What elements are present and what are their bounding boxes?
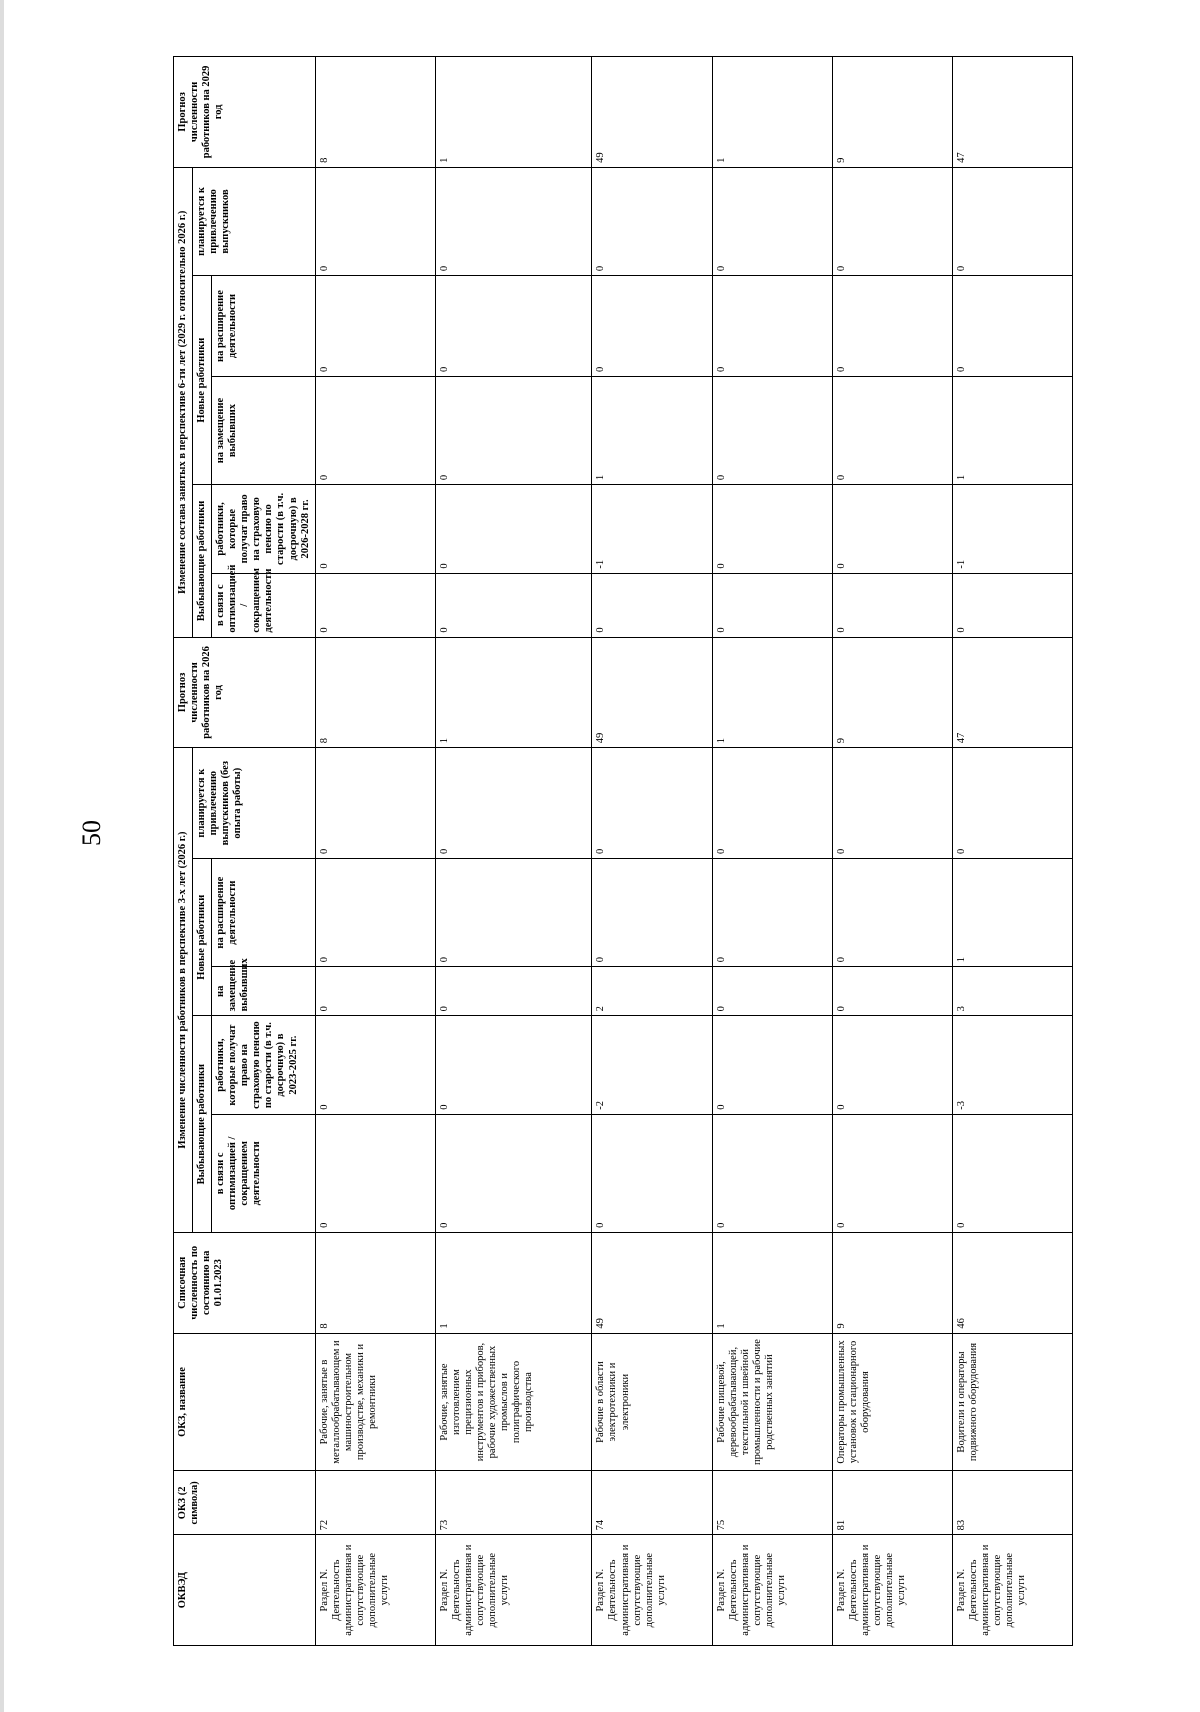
header-forecast-2029: Прогноз численности работников на 2029 год xyxy=(174,57,316,168)
cell-okz-name: Операторы промышленных установок и стационарного оборудования xyxy=(832,1333,952,1471)
cell-forecast-2029: 8 xyxy=(315,57,435,168)
workforce-table xyxy=(173,56,1073,1646)
cell-forecast-2026: 8 xyxy=(315,637,435,748)
cell-plan-3y: 0 xyxy=(832,748,952,859)
cell-forecast-2029: 47 xyxy=(952,57,1072,168)
cell-list-count: 8 xyxy=(315,1232,435,1333)
cell-forecast-2026: 1 xyxy=(435,637,592,748)
cell-pension-3y: 0 xyxy=(315,1016,435,1114)
cell-replace-6y: 1 xyxy=(592,376,712,484)
cell-expand-3y: 0 xyxy=(315,859,435,967)
cell-replace-3y: 0 xyxy=(435,967,592,1016)
cell-replace-3y: 2 xyxy=(592,967,712,1016)
header-opt-6y: в связи с оптимизацией / сокращением деятельности xyxy=(212,573,316,637)
cell-pension-3y: 0 xyxy=(712,1016,832,1114)
cell-replace-6y: 0 xyxy=(832,376,952,484)
cell-pension-6y: -1 xyxy=(952,485,1072,574)
table-row xyxy=(712,57,832,1646)
cell-expand-3y: 0 xyxy=(832,859,952,967)
header-expand-3y: на расширение деятельности xyxy=(212,859,316,967)
cell-expand-6y: 0 xyxy=(832,276,952,377)
cell-expand-6y: 0 xyxy=(435,276,592,377)
header-forecast-2026: Прогноз численности работников на 2026 год xyxy=(174,637,316,748)
cell-opt-6y: 0 xyxy=(832,573,952,637)
table-row xyxy=(315,57,435,1646)
cell-pension-3y: -2 xyxy=(592,1016,712,1114)
cell-pension-6y: 0 xyxy=(712,485,832,574)
cell-plan-6y: 0 xyxy=(712,167,832,275)
cell-okz: 73 xyxy=(435,1471,592,1535)
cell-expand-6y: 0 xyxy=(952,276,1072,377)
header-plan-6y: планируется к привлечению выпускников xyxy=(193,167,316,275)
header-replace-6y: на замещение выбывших xyxy=(212,376,316,484)
cell-pension-6y: 0 xyxy=(315,485,435,574)
scan-edge xyxy=(0,0,4,1712)
cell-okz: 75 xyxy=(712,1471,832,1535)
cell-forecast-2029: 1 xyxy=(712,57,832,168)
cell-okz-name: Рабочие, занятые изготовлением прецизионных инструментов и приборов, рабочие художественных промыслов и полиграфического производства xyxy=(435,1333,592,1471)
cell-list-count: 46 xyxy=(952,1232,1072,1333)
cell-okz: 72 xyxy=(315,1471,435,1535)
header-okz-name: ОКЗ, название xyxy=(174,1333,316,1471)
cell-forecast-2029: 9 xyxy=(832,57,952,168)
cell-opt-6y: 0 xyxy=(952,573,1072,637)
cell-okved: Раздел N. Деятельность административная и сопутствующие дополнительные услуги xyxy=(435,1535,592,1646)
header-opt-3y: в связи с оптимизацией / сокращением деятельности xyxy=(212,1114,316,1232)
cell-replace-6y: 0 xyxy=(435,376,592,484)
cell-okz: 74 xyxy=(592,1471,712,1535)
cell-okved: Раздел N. Деятельность административная и сопутствующие дополнительные услуги xyxy=(832,1535,952,1646)
header-pension-3y: работники, которые получат право на страховую пенсию по старости (в т.ч. досрочную) в 2023-2025 гг. xyxy=(212,1016,316,1114)
cell-forecast-2026: 47 xyxy=(952,637,1072,748)
header-plan-3y: планируется к привлечению выпускников (без опыта работы) xyxy=(193,748,316,859)
cell-okz: 81 xyxy=(832,1471,952,1535)
cell-opt-3y: 0 xyxy=(712,1114,832,1232)
cell-plan-3y: 0 xyxy=(712,748,832,859)
header-change-6y: Изменение состава занятых в перспективе 6-ти лет (2029 г. относительно 2026 г.) xyxy=(174,167,193,637)
cell-replace-3y: 0 xyxy=(712,967,832,1016)
cell-expand-3y: 0 xyxy=(712,859,832,967)
table-row xyxy=(832,57,952,1646)
cell-forecast-2026: 9 xyxy=(832,637,952,748)
cell-pension-3y: -3 xyxy=(952,1016,1072,1114)
cell-expand-6y: 0 xyxy=(592,276,712,377)
header-leaving-3y: Выбывающие работники xyxy=(193,1016,212,1232)
table-row xyxy=(435,57,592,1646)
header-new-6y: Новые работники xyxy=(193,276,212,485)
cell-replace-6y: 1 xyxy=(952,376,1072,484)
cell-plan-3y: 0 xyxy=(315,748,435,859)
cell-okved: Раздел N. Деятельность административная и сопутствующие дополнительные услуги xyxy=(315,1535,435,1646)
cell-opt-6y: 0 xyxy=(592,573,712,637)
cell-replace-6y: 0 xyxy=(712,376,832,484)
cell-pension-6y: 0 xyxy=(832,485,952,574)
header-replace-3y: на замещение выбывших xyxy=(212,967,316,1016)
cell-plan-3y: 0 xyxy=(435,748,592,859)
cell-expand-3y: 1 xyxy=(952,859,1072,967)
cell-replace-3y: 0 xyxy=(315,967,435,1016)
cell-plan-3y: 0 xyxy=(592,748,712,859)
header-pension-6y: работники, которые получат право на страховую пенсию по старости (в т.ч. досрочную) в 2026-2028 гг. xyxy=(212,485,316,574)
page-number: 50 xyxy=(77,820,106,846)
table-row xyxy=(952,57,1072,1646)
cell-pension-3y: 0 xyxy=(435,1016,592,1114)
cell-opt-3y: 0 xyxy=(435,1114,592,1232)
header-list-count: Списочная численность по состоянию на 01.01.2023 xyxy=(174,1232,316,1333)
cell-forecast-2029: 1 xyxy=(435,57,592,168)
cell-okz-name: Водители и операторы подвижного оборудования xyxy=(952,1333,1072,1471)
cell-list-count: 9 xyxy=(832,1232,952,1333)
cell-pension-6y: 0 xyxy=(435,485,592,574)
cell-okved: Раздел N. Деятельность административная и сопутствующие дополнительные услуги xyxy=(712,1535,832,1646)
header-expand-6y: на расширение деятельности xyxy=(212,276,316,377)
table-row xyxy=(592,57,712,1646)
cell-forecast-2029: 49 xyxy=(592,57,712,168)
cell-okz: 83 xyxy=(952,1471,1072,1535)
cell-replace-3y: 0 xyxy=(832,967,952,1016)
cell-opt-3y: 0 xyxy=(952,1114,1072,1232)
cell-list-count: 1 xyxy=(712,1232,832,1333)
cell-opt-3y: 0 xyxy=(592,1114,712,1232)
header-row-1 xyxy=(174,57,193,1646)
header-leaving-6y: Выбывающие работники xyxy=(193,485,212,637)
cell-plan-6y: 0 xyxy=(315,167,435,275)
cell-plan-6y: 0 xyxy=(435,167,592,275)
cell-plan-3y: 0 xyxy=(952,748,1072,859)
cell-pension-6y: -1 xyxy=(592,485,712,574)
cell-list-count: 49 xyxy=(592,1232,712,1333)
cell-opt-6y: 0 xyxy=(435,573,592,637)
cell-list-count: 1 xyxy=(435,1232,592,1333)
cell-okved: Раздел N. Деятельность административная и сопутствующие дополнительные услуги xyxy=(952,1535,1072,1646)
cell-okved: Раздел N. Деятельность административная и сопутствующие дополнительные услуги xyxy=(592,1535,712,1646)
header-change-3y: Изменение численности работников в перспективе 3-х лет (2026 г.) xyxy=(174,748,193,1233)
cell-opt-3y: 0 xyxy=(832,1114,952,1232)
cell-expand-6y: 0 xyxy=(712,276,832,377)
header-new-3y: Новые работники xyxy=(193,859,212,1016)
cell-plan-6y: 0 xyxy=(832,167,952,275)
cell-expand-6y: 0 xyxy=(315,276,435,377)
cell-pension-3y: 0 xyxy=(832,1016,952,1114)
cell-okz-name: Рабочие, занятые в металлообрабатывающем и машиностроительном производстве, механики и ремонтники xyxy=(315,1333,435,1471)
cell-okz-name: Рабочие в области электротехники и электроники xyxy=(592,1333,712,1471)
header-okved: ОКВЭД xyxy=(174,1535,316,1646)
cell-plan-6y: 0 xyxy=(592,167,712,275)
cell-replace-6y: 0 xyxy=(315,376,435,484)
cell-opt-6y: 0 xyxy=(712,573,832,637)
cell-expand-3y: 0 xyxy=(435,859,592,967)
cell-forecast-2026: 49 xyxy=(592,637,712,748)
cell-replace-3y: 3 xyxy=(952,967,1072,1016)
cell-forecast-2026: 1 xyxy=(712,637,832,748)
cell-plan-6y: 0 xyxy=(952,167,1072,275)
cell-opt-3y: 0 xyxy=(315,1114,435,1232)
cell-expand-3y: 0 xyxy=(592,859,712,967)
cell-opt-6y: 0 xyxy=(315,573,435,637)
cell-okz-name: Рабочие пищевой, деревообрабатывающей, текстильной и швейной промышленности и рабочие родственных занятий xyxy=(712,1333,832,1471)
header-okz: ОКЗ (2 символа) xyxy=(174,1471,316,1535)
rotated-table-container xyxy=(173,56,1073,1646)
